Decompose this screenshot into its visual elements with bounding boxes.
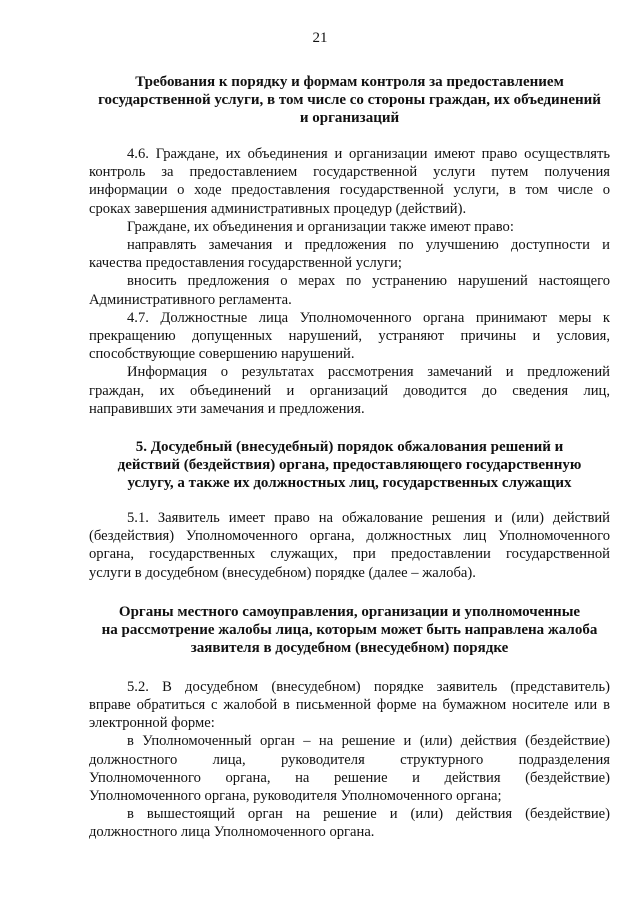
heading-section-5 [89, 438, 610, 492]
paragraph-bring-proposals [89, 272, 610, 308]
text-line: направивших эти замечания и предложения. [89, 400, 365, 417]
text-line: в вышестоящий орган на решение и (или) действия (бездействие) [127, 806, 610, 823]
document-body [89, 66, 610, 842]
text-line: вправе обратиться с жалобой в письменной форме на бумажном носителе или в [89, 697, 610, 714]
paragraph-send-remarks [89, 236, 610, 272]
text-line: 5.1. Заявитель имеет право на обжалование решения и (или) действий [127, 510, 610, 527]
text-line: электронной форме: [89, 715, 215, 732]
text-line: 4.6. Граждане, их объединения и организации имеют право осуществлять [127, 146, 610, 162]
heading-line: услугу, а также их должностных лиц, государственных служащих [127, 475, 572, 492]
paragraph-4-6 [89, 145, 610, 218]
text-line: органа, государственных служащих, при предоставлении государственной [89, 546, 610, 563]
heading-line: Органы местного самоуправления, организации и уполномоченные [118, 603, 581, 620]
paragraph-to-higher-organ [89, 805, 610, 841]
paragraph-to-authorized-organ [89, 732, 610, 805]
page-number: 21 [312, 30, 328, 46]
paragraph-results-info [89, 363, 610, 418]
heading-line: действий (бездействия) органа, предоставляющего государственную [117, 457, 582, 474]
text-line: 5.2. В досудебном (внесудебном) порядке заявитель (представитель) [127, 678, 610, 695]
text-line: прекращению допущенных нарушений, устраняют причины и условия, [89, 328, 610, 345]
heading-line: и организаций [299, 110, 400, 126]
text-line: в Уполномоченный орган – на решение и (или) действия (бездействие) [127, 733, 610, 750]
text-line: вносить предложения о мерах по устранению нарушений настоящего [127, 273, 610, 290]
text-line: Административного регламента. [89, 291, 292, 308]
heading-line: Требования к порядку и формам контроля за предоставлением [135, 74, 564, 90]
heading-line: заявителя в досудебном (внесудебном) порядке [190, 639, 509, 656]
text-line: должностного лица, руководителя структурного подразделения [89, 751, 610, 768]
text-line: Информация о результатах рассмотрения замечаний и предложений [127, 364, 610, 381]
text-line: должностного лица Уполномоченного органа. [89, 824, 375, 841]
text-line: услуги в досудебном (внесудебном) порядке (далее – жалоба). [89, 564, 476, 581]
heading-line: государственной услуги, в том числе со стороны граждан, их объединений [98, 92, 601, 108]
heading-complaint-organs [89, 603, 610, 657]
heading-control-requirements [89, 73, 610, 127]
paragraph-4-7 [89, 309, 610, 364]
paragraph-5-2 [89, 678, 610, 733]
heading-line: на рассмотрение жалобы лица, которым может быть направлена жалоба [101, 621, 598, 638]
text-line: информации о ходе предоставления государственной услуги, в том числе о [89, 182, 610, 199]
text-line: направлять замечания и предложения по улучшению доступности и [127, 237, 610, 254]
text-line: (бездействия) Уполномоченного органа, должностных лиц Уполномоченного [89, 528, 610, 545]
text-line: граждан, их объединений и организаций доводится до сведения лиц, [89, 382, 610, 399]
text-line: 4.7. Должностные лица Уполномоченного органа принимают меры к [127, 309, 610, 326]
text-line: сроках завершения административных процедур (действий). [89, 200, 467, 217]
text-line: Уполномоченного органа, руководителя Уполномоченного органа; [89, 788, 502, 805]
text-line: Граждане, их объединения и организации также имеют право: [127, 218, 514, 235]
heading-line: 5. Досудебный (внесудебный) порядок обжалования решений и [135, 439, 564, 456]
text-line: качества предоставления государственной услуги; [89, 255, 402, 272]
paragraph-also-have-right [89, 218, 610, 236]
text-line: способствующие совершению нарушений. [89, 346, 355, 363]
paragraph-5-1 [89, 509, 610, 582]
text-line: контроль за предоставлением государственной услуги путем получения [89, 164, 610, 181]
text-line: Уполномоченного органа, на решение и действия (бездействие) [89, 769, 610, 786]
